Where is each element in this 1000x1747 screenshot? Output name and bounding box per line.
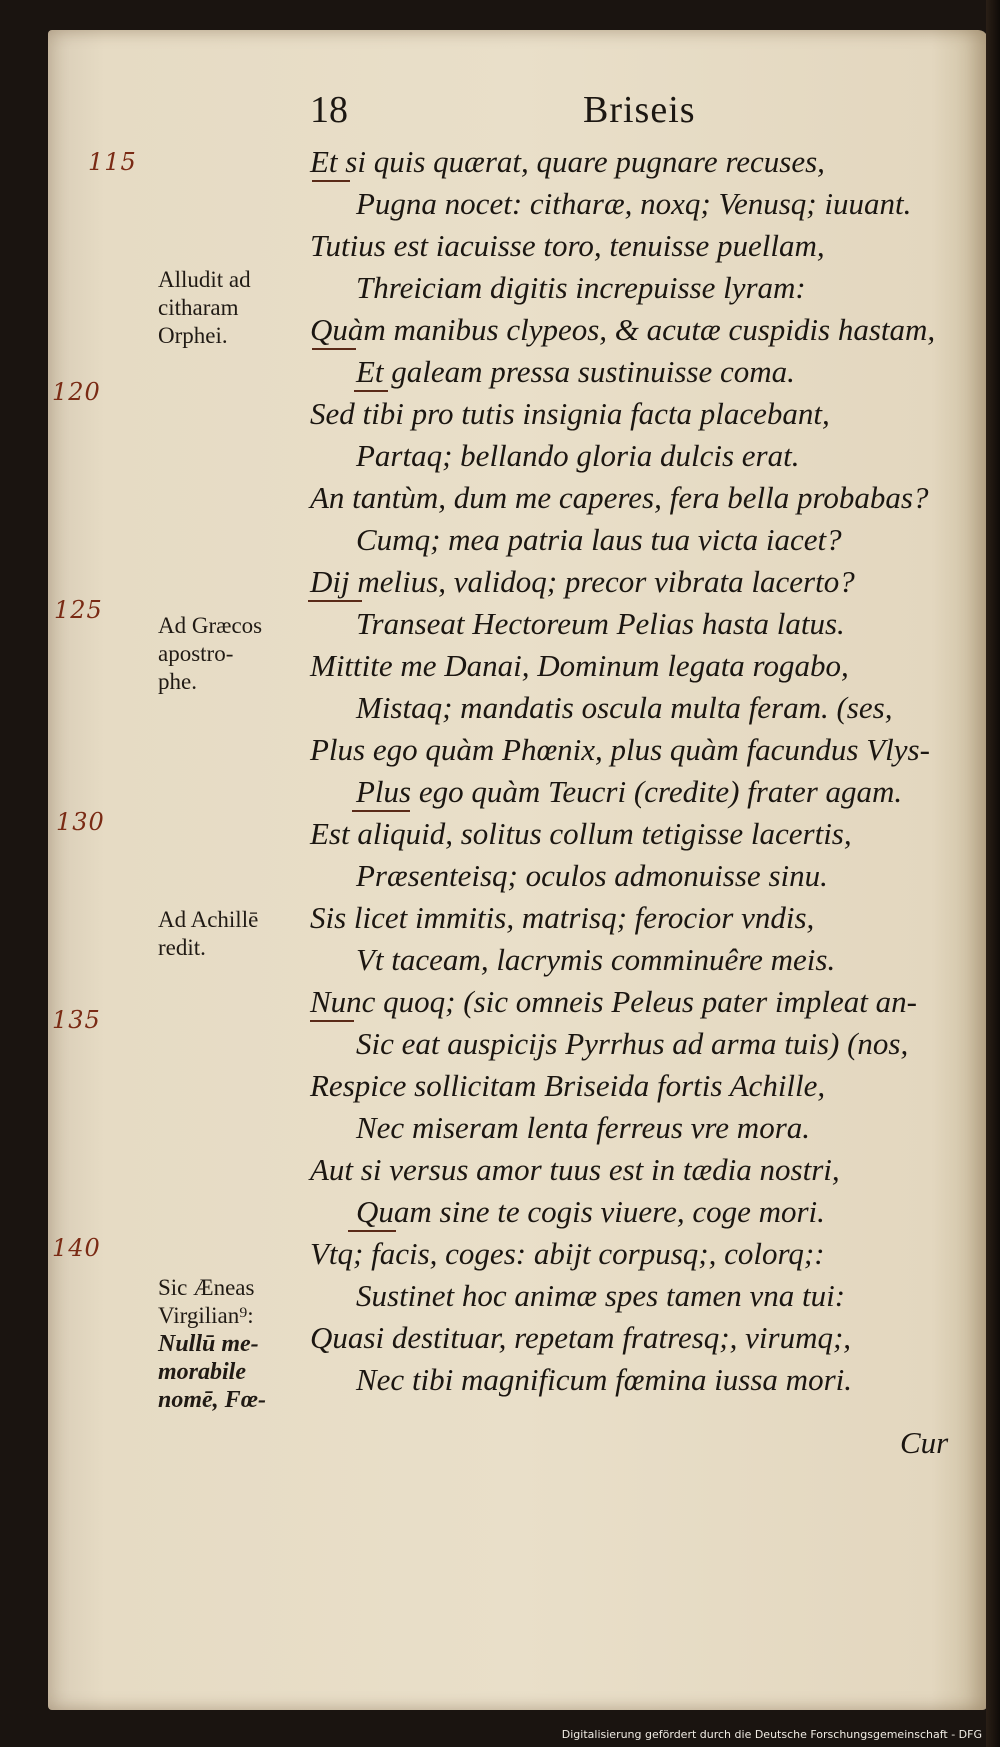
margin-note-line: Virgilian⁹: [158,1303,254,1328]
margin-note-line: Alludit ad [158,267,251,292]
verse-line: Mistaq; mandatis oscula multa feram. (ses, [356,690,893,725]
margin-note-line: redit. [158,935,206,960]
verse-line: Quasi destituar, repetam fratresq;, virumq;, [310,1320,852,1355]
ink-underline [312,348,356,350]
margin-note-line: morabile [158,1359,246,1385]
handwritten-line-number: 125 [54,596,103,624]
verse-line: Mittite me Danai, Dominum legata rogabo, [310,648,849,683]
margin-note-line: apostro- [158,641,234,666]
verse-line: Transeat Hectoreum Pelias hasta latus. [356,606,845,641]
verse-line: Plus ego quàm Teucri (credite) frater agam. [356,774,903,809]
margin-note-line: Ad Græcos [158,613,263,638]
verse-line: Est aliquid, solitus collum tetigisse lacertis, [310,816,852,851]
verse-line: Sis licet immitis, matrisq; ferocior vndis, [310,900,815,935]
verse-line: Plus ego quàm Phœnix, plus quàm facundus Vlys- [310,732,930,767]
margin-note-graecos [158,612,308,696]
verse-line: Nec tibi magnificum fœmina iussa mori. [356,1362,852,1397]
ink-underline [354,390,388,392]
digitization-credit: Digitalisierung gefördert durch die Deutsche Forschungsgemeinschaft - DFG [561,1728,982,1741]
handwritten-line-number: 130 [56,808,105,836]
verse-line: Respice sollicitam Briseida fortis Achille, [310,1068,826,1103]
verse-line: Aut si versus amor tuus est in tædia nostri, [310,1152,840,1187]
verse-line: Et si quis quærat, quare pugnare recuses, [310,144,825,179]
margin-note-line: citharam [158,295,239,320]
margin-note-line: Sic Æneas [158,1275,255,1300]
ink-underline [310,1020,354,1022]
margin-note-aeneas [158,1274,308,1414]
verse-line: Sustinet hoc animæ spes tamen vna tui: [356,1278,846,1313]
catchword: Cur [900,1425,949,1460]
ink-underline [348,1230,396,1232]
margin-note-orpheus [158,266,308,350]
handwritten-line-number: 120 [52,378,101,406]
folio-number: 18 [310,89,348,131]
verse-line: An tantùm, dum me caperes, fera bella probabas? [310,480,929,515]
margin-note-line: phe. [158,669,197,694]
verse-line: Sic eat auspicijs Pyrrhus ad arma tuis) (nos, [356,1026,909,1061]
verse-line: Cumq; mea patria laus tua victa iacet? [356,522,842,557]
verse-line: Vtq; facis, coges: abijt corpusq;, colorq;: [310,1236,825,1271]
verse-line: Præsenteisq; oculos admonuisse sinu. [356,858,828,893]
verse-line: Tutius est iacuisse toro, tenuisse puellam, [310,228,825,263]
margin-note-line: Ad Achillē [158,907,259,932]
verse-line: Et galeam pressa sustinuisse coma. [356,354,795,389]
verse-line: Quàm manibus clypeos, & acutæ cuspidis hastam, [310,312,936,347]
margin-note-line: nomē, Fœ- [158,1387,266,1413]
handwritten-line-number: 115 [88,148,137,176]
verse-line: Nec miseram lenta ferreus vre mora. [356,1110,811,1145]
verse-line: Pugna nocet: citharæ, noxq; Venusq; iuuant. [356,186,912,221]
verse-line: Threiciam digitis increpuisse lyram: [356,270,806,305]
verse-line: Sed tibi pro tutis insignia facta placebant, [310,396,830,431]
verse-line: Quam sine te cogis viuere, coge mori. [356,1194,825,1229]
verse-line: Partaq; bellando gloria dulcis erat. [356,438,800,473]
verse-line: Dij melius, validoq; precor vibrata lacerto? [310,564,855,599]
handwritten-line-number: 135 [52,1006,101,1034]
handwritten-line-number: 140 [52,1234,101,1262]
page-edge [986,0,1000,1747]
margin-note-line: Orphei. [158,323,228,348]
verse-line: Nunc quoq; (sic omneis Peleus pater impleat an- [310,984,917,1019]
margin-note-achille [158,906,308,962]
page-header [0,88,1000,136]
ink-underline [308,600,362,602]
margin-note-line: Nullū me- [158,1331,259,1357]
verse-line: Vt taceam, lacrymis comminuêre meis. [356,942,836,977]
running-head: Briseis [583,89,696,131]
ink-underline [352,810,410,812]
ink-underline [312,180,350,182]
